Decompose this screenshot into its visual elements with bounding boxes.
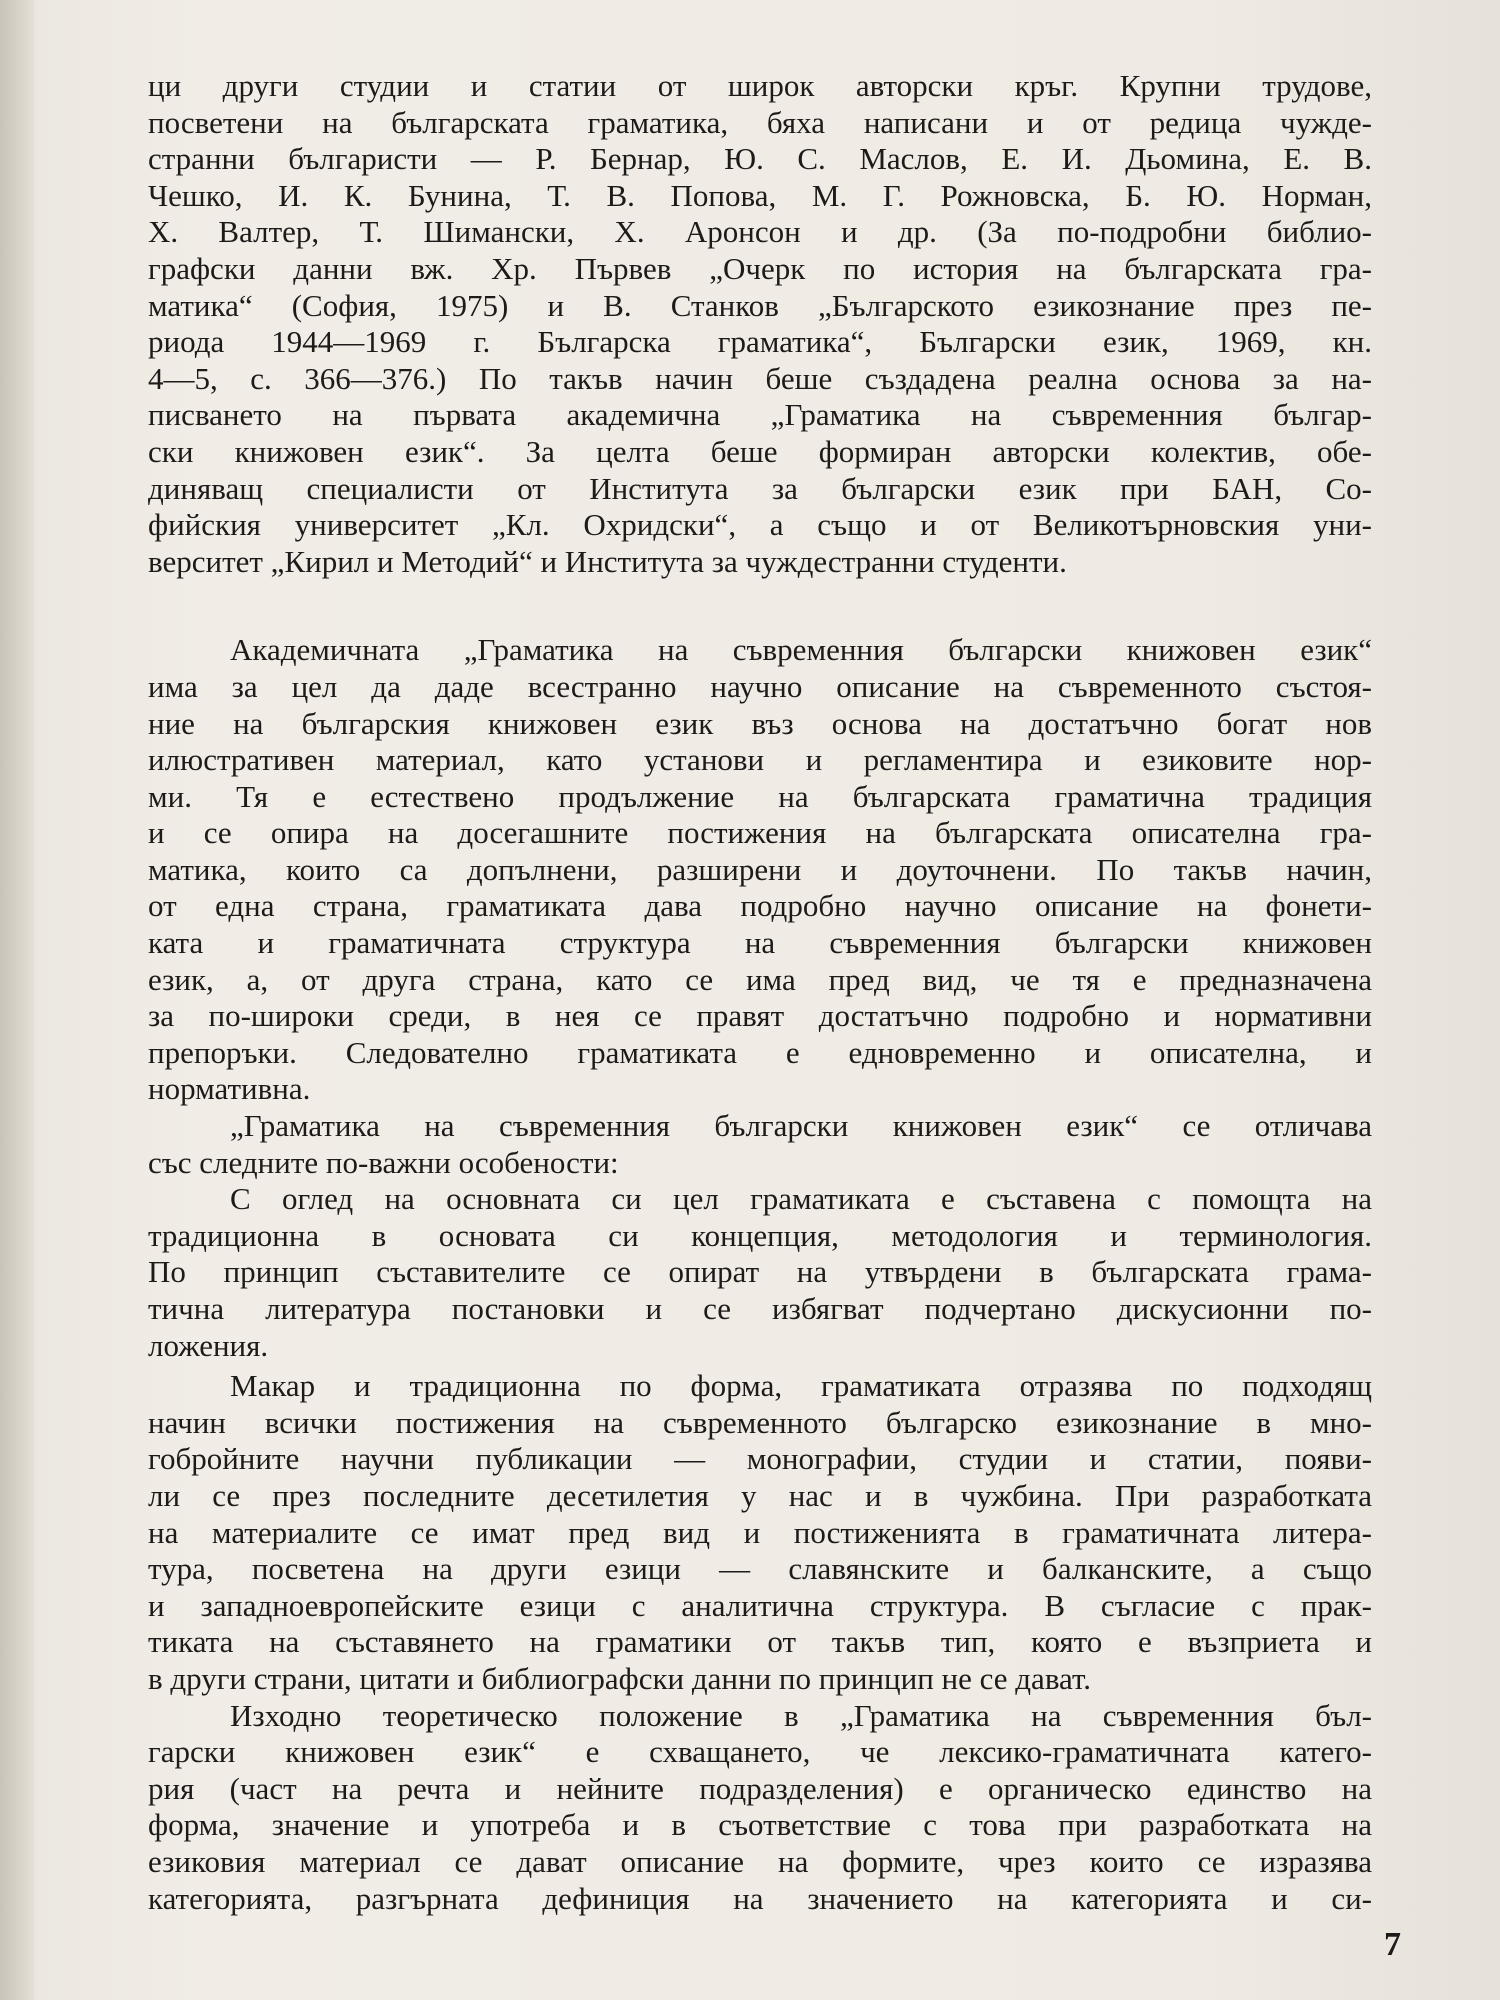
text-line: илюстративен материал, като установи и регламентира и езиковите нор- (148, 742, 1372, 778)
text-line: ми. Тя е естествено продължение на българската граматична традиция (148, 778, 1372, 814)
text-line: форма, значение и употреба и в съответствие с това при разработката на (148, 1807, 1372, 1843)
text-line: посветени на българската граматика, бяха написани и от редица чужде- (148, 104, 1372, 140)
text-line: гарски книжовен език“ е схващането, че лексико-граматичната катего- (148, 1734, 1372, 1770)
text-line: риода 1944—1969 г. Българска граматика“, Български език, 1969, кн. (148, 324, 1372, 360)
text-line: „Граматика на съвременния български книжовен език“ се отличава (230, 1108, 1372, 1144)
text-line: в други страни, цитати и библиографски данни по принцип не се дават. (148, 1660, 1091, 1696)
paragraph-purpose (148, 632, 1372, 1108)
text-line: тура, посветена на други езици — славянските и балканските, а също (148, 1551, 1372, 1587)
text-line: писването на първата академична „Граматика на съвременния българ- (148, 397, 1372, 433)
text-line: 4—5, с. 366—376.) По такъв начин беше създадена реална основа за на- (148, 360, 1372, 396)
text-line: категорията, разгърната дефиниция на значението на категорията и си- (148, 1880, 1372, 1916)
text-line: има за цел да даде всестранно научно описание на съвременното състоя- (148, 668, 1372, 704)
text-line: със следните по-важни особености: (148, 1144, 619, 1180)
text-line: ката и граматичната структура на съвременния български книжовен (148, 925, 1372, 961)
text-line: матика, които са допълнени, разширени и доуточнени. По такъв начин, (148, 851, 1372, 887)
paragraph-intro-continuation (148, 68, 1372, 580)
text-line: Чешко, И. К. Бунина, Т. В. Попова, М. Г. Рожновска, Б. Ю. Норман, (148, 177, 1372, 213)
text-line: рия (част на речта и нейните подразделения) е органическо единство на (148, 1770, 1372, 1806)
text-line: ци други студии и статии от широк авторски кръг. Крупни трудове, (148, 68, 1372, 103)
body-text (148, 68, 1372, 1917)
text-line: По принцип съставителите се опират на утвърдени в българската грама- (148, 1254, 1372, 1290)
text-line: ски книжовен език“. За целта беше формиран авторски колектив, обе- (148, 433, 1372, 469)
text-line: ложения. (148, 1327, 269, 1363)
text-line: ние на българския книжовен език въз основа на достатъчно богат нов (148, 705, 1372, 741)
text-line: Изходно теоретическо положение в „Граматика на съвременния бъл- (230, 1697, 1372, 1733)
paragraph-theoretical-basis (148, 1698, 1372, 1918)
text-line: начин всички постижения на съвременното българско езикознание в мно- (148, 1404, 1372, 1440)
text-line: тиката на съставянето на граматики от такъв тип, която е възприета и (148, 1624, 1372, 1660)
text-line: и се опира на досегашните постижения на българската описателна гра- (148, 815, 1372, 851)
text-line: препоръки. Следователно граматиката е едновременно и описателна, и (148, 1034, 1372, 1070)
text-line: странни българисти — Р. Бернар, Ю. С. Маслов, Е. И. Дьомина, Е. В. (148, 141, 1372, 177)
text-line: гобройните научни публикации — монографии, студии и статии, появи- (148, 1441, 1372, 1477)
text-line: традиционна в основата си концепция, методология и терминология. (148, 1217, 1372, 1253)
text-line: Академичната „Граматика на съвременния български книжовен език“ (230, 632, 1372, 668)
text-line: и западноевропейските езици с аналитична структура. В съгласие с прак- (148, 1587, 1372, 1623)
text-line: Х. Валтер, Т. Шимански, Х. Аронсон и др. (За по-подробни библио- (148, 214, 1372, 250)
text-line: графски данни вж. Хр. Първев „Очерк по история на българската гра- (148, 250, 1372, 286)
text-line: Макар и традиционна по форма, граматиката отразява по подходящ (230, 1368, 1372, 1404)
paragraph-achievements (148, 1368, 1372, 1697)
text-line: фийския университет „Кл. Охридски“, а също и от Великотърновския уни- (148, 507, 1372, 543)
text-line: тична литература постановки и се избягват подчертано дискусионни по- (148, 1291, 1372, 1326)
text-line: диняващ специалисти от Института за български език при БАН, Со- (148, 470, 1372, 506)
text-line: матика“ (София, 1975) и В. Станков „Българското езикознание през пе- (148, 287, 1372, 323)
page-number: 7 (1384, 1926, 1401, 1963)
text-line: от една страна, граматиката дава подробно научно описание на фонети- (148, 888, 1372, 924)
text-line: ли се през последните десетилетия у нас и в чужбина. При разработката (148, 1477, 1372, 1513)
text-line: език, а, от друга страна, като се има пред вид, че тя е предназначена (148, 961, 1372, 997)
text-line: верситет „Кирил и Методий“ и Института за чуждестранни студенти. (148, 543, 1067, 579)
paragraph-gap (148, 580, 1372, 632)
text-line: нормативна. (148, 1071, 311, 1107)
text-line: за по-широки среди, в нея се правят достатъчно подробно и нормативни (148, 998, 1372, 1034)
text-line: С оглед на основната си цел граматиката е съставена с помощта на (230, 1181, 1372, 1217)
page-gutter-shadow (0, 0, 34, 2000)
paragraph-features-intro (148, 1108, 1372, 1181)
text-line: езиковия материал се дават описание на формите, чрез които се изразява (148, 1843, 1372, 1879)
paragraph-traditional-concept (148, 1181, 1372, 1364)
text-line: на материалите се имат пред вид и постиженията в граматичната литера- (148, 1514, 1372, 1550)
